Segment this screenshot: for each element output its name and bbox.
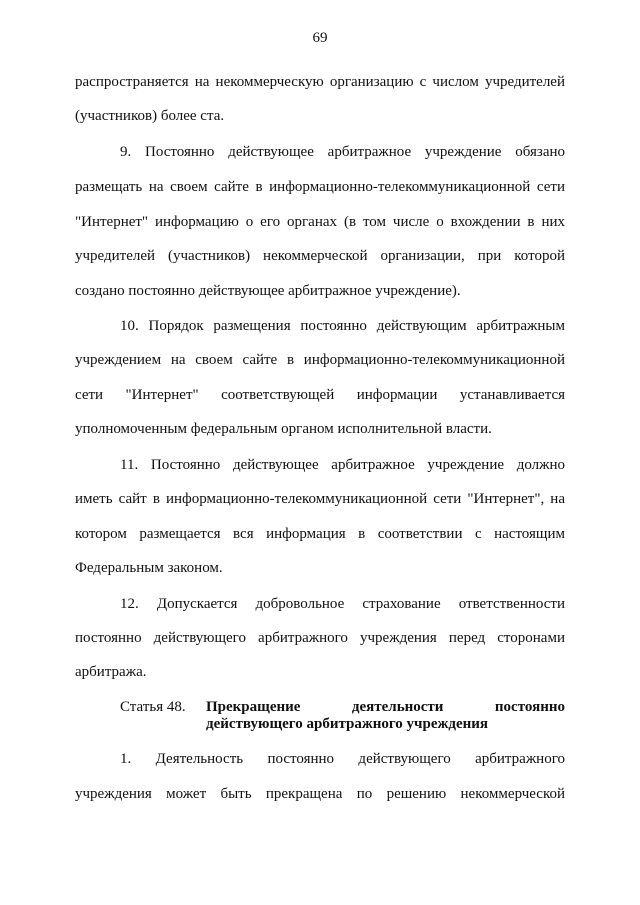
text-line: распространяется на некоммерческую организацию с числом учредителей: [75, 74, 565, 90]
text-line: иметь сайт в информационно-телекоммуникационной сети "Интернет", на: [75, 491, 565, 507]
text-line: 11. Постоянно действующее арбитражное учреждение должно: [120, 457, 565, 473]
text-line: учреждением на своем сайте в информационно-телекоммуникационной: [75, 352, 565, 368]
text-line: размещать на своем сайте в информационно-телекоммуникационной сети: [75, 179, 565, 195]
text-line: учредителей (участников) некоммерческой организации, при которой: [75, 248, 565, 264]
article-label: Статья 48.: [120, 699, 186, 715]
page-number: 69: [312, 30, 328, 46]
article-title: Прекращение деятельности постоянно: [206, 699, 565, 715]
text-line: 9. Постоянно действующее арбитражное учреждение обязано: [120, 144, 565, 160]
text-line: сети "Интернет" соответствующей информации устанавливается: [75, 387, 565, 403]
text-line: 1. Деятельность постоянно действующего арбитражного: [120, 751, 565, 767]
text-line: создано постоянно действующее арбитражное учреждение).: [75, 283, 461, 299]
text-line: 12. Допускается добровольное страхование ответственности: [120, 596, 565, 612]
text-line: (участников) более ста.: [75, 108, 225, 124]
text-line: котором размещается вся информация в соответствии с настоящим: [75, 526, 565, 542]
text-line: уполномоченным федеральным органом исполнительной власти.: [75, 421, 492, 437]
article-title: действующего арбитражного учреждения: [206, 716, 489, 732]
text-line: учреждения может быть прекращена по решению некоммерческой: [75, 786, 565, 802]
text-line: арбитража.: [75, 664, 147, 680]
text-line: постоянно действующего арбитражного учреждения перед сторонами: [75, 630, 565, 646]
text-line: "Интернет" информацию о его органах (в том числе о вхождении в них: [75, 214, 565, 230]
text-line: 10. Порядок размещения постоянно действующим арбитражным: [120, 318, 565, 334]
text-line: Федеральным законом.: [75, 560, 223, 576]
